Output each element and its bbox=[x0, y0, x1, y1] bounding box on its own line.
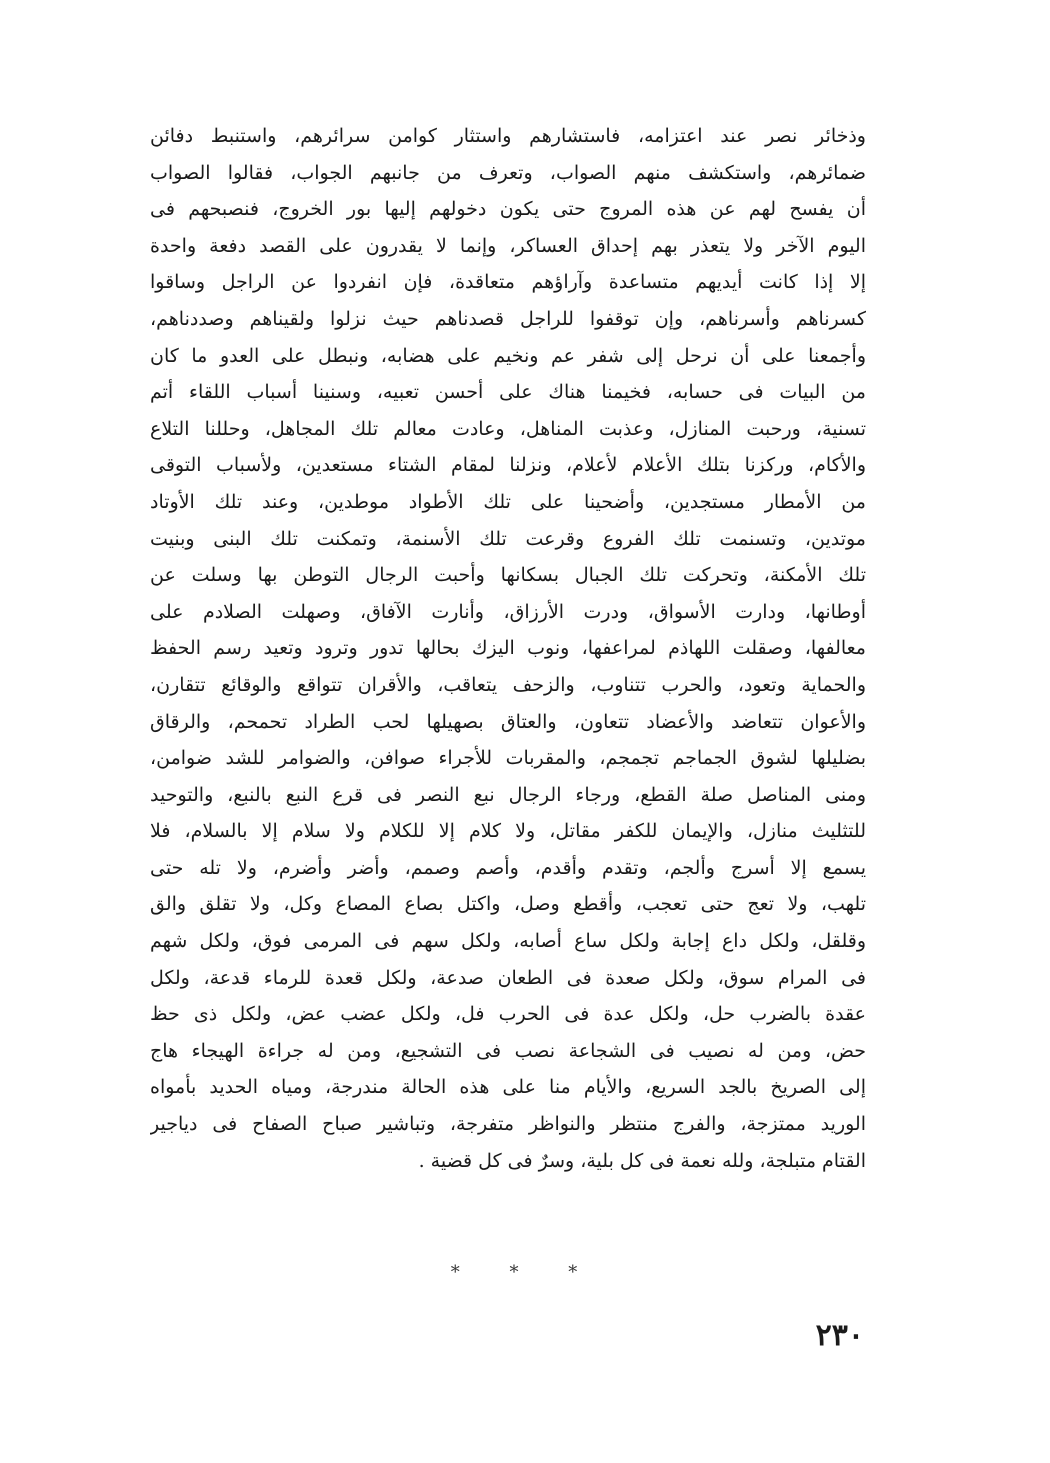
text-line: والأعوان تتعاضد والأعضاد تتعاون، والعتاق بصهيلها لحب الطراد تحمحم، والرقاق bbox=[150, 710, 866, 733]
text-line: يسمع إلا أسرج وألجم، وتقدم وأقدم، وأصم وصمم، وأضر وأضرم، ولا تله حتى bbox=[150, 856, 866, 879]
text-line: ضمائرهم، واستكشف منهم الصواب، وتعرف من جانبهم الجواب، فقالوا الصواب bbox=[150, 161, 866, 184]
body-text bbox=[150, 118, 866, 1179]
section-separator: * * * bbox=[450, 1262, 600, 1283]
text-line: والأكام، وركزنا بتلك الأعلام لأعلام، ونزلنا لمقام الشتاء مستعدين، ولأسباب التوقى bbox=[150, 454, 866, 477]
page-number: ٢٣٠ bbox=[815, 1318, 864, 1353]
text-line: فى المرام سوق، ولكل صعدة فى الطعان صدعة، ولكل قعدة للرماء قدعة، ولكل bbox=[150, 966, 866, 989]
text-line: وأجمعنا على أن نرحل إلى شفر عم ونخيم على هضابه، ونبطل على العدو ما كان bbox=[150, 344, 866, 367]
text-line: تلهب، ولا تعج حتى تعجب، وأقطع وصل، واكتل بصاع المصاع وكل، ولا تقلق والق bbox=[150, 893, 866, 916]
text-line: من الأمطار مستجدين، وأضحينا على تلك الأطواد موطدين، وعند تلك الأوتاد bbox=[150, 490, 866, 513]
text-line: موتدين، وتسنمت تلك الفروع وقرعت تلك الأسنمة، وتمكنت تلك البنى وبنيت bbox=[150, 527, 866, 550]
text-line: ومنى المناصل صلة القطع، ورجاء الرجال نبع النصر فى قرع النبع بالنبع، والتوحيد bbox=[150, 783, 866, 806]
text-line: للتثليث منازل، والإيمان للكفر مقاتل، ولا كلام إلا للكلام ولا سلام إلا بالسلام، فلا bbox=[150, 820, 866, 843]
text-line: بضليلها لشوق الجماجم تجمجم، والمقربات للأجراء صوافن، والضوامر للشد ضوامن، bbox=[150, 747, 866, 770]
text-line: والحماية وتعود، والحرب تتناوب، والزحف يتعاقب، والأقران تتواقع والوقائع تتقارن، bbox=[150, 673, 866, 696]
text-line: إلى الصريخ بالجد السريع، والأيام منا على هذه الحالة مندرجة، ومياه الحديد بأمواه bbox=[150, 1076, 866, 1099]
text-line: اليوم الآخر ولا يتعذر بهم إحداق العساكر، وإنما لا يقدرون على القصد دفعة واحدة bbox=[150, 234, 866, 257]
text-line: أن يفسح لهم عن هذه المروج حتى يكون دخولهم إليها بور الخروج، فنصبحهم فى bbox=[150, 198, 866, 221]
text-line: إلا إذا كانت أيديهم متساعدة وآراؤهم متعاقدة، فإن انفردوا عن الراجل وساقوا bbox=[150, 271, 866, 294]
text-line: أوطانها، ودارت الأسواق، ودرت الأرزاق، وأنارت الآفاق، وصهلت الصلادم على bbox=[150, 600, 866, 623]
text-line: القتام متبلجة، ولله نعمة فى كل بلية، وسرٌ فى كل قضية . bbox=[418, 1149, 866, 1172]
text-line: تلك الأمكنة، وتحركت تلك الجبال بسكانها وأحبت الرجال التوطن بها وسلت عن bbox=[150, 564, 866, 587]
text-line: من البيات فى حسابه، فخيمنا هناك على أحسن تعبيه، وسنينا أسباب اللقاء أتم bbox=[150, 381, 866, 404]
text-line: حض، ومن له نصيب فى الشجاعة نصب فى التشجيع، ومن له جراءة الهيجاء هاج bbox=[150, 1039, 866, 1062]
text-line: الوريد ممتزجة، والفرج منتظر والنواظر متفرجة، وتباشير صباح الصفاح فى دياجير bbox=[150, 1113, 866, 1136]
text-line: تسنية، ورحبت المنازل، وعذبت المناهل، وعادت معالم تلك المجاهل، وحللنا التلاع bbox=[150, 417, 866, 440]
text-line: عقدة بالضرب حل، ولكل عدة فى الحرب فل، ولكل عضب عض، ولكل ذى حظ bbox=[150, 1003, 866, 1026]
text-line: وقلقل، ولكل داع إجابة ولكل ساع أصابه، ولكل سهم فى المرمى فوق، ولكل شهم bbox=[150, 930, 866, 953]
text-line: كسرناهم وأسرناهم، وإن توقفوا للراجل قصدناهم حيث نزلوا ولقيناهم وصددناهم، bbox=[150, 307, 866, 330]
text-line: معالفها، وصقلت اللهاذم لمراعفها، ونوب اليزك بحالها تدور وترود وتعيد رسم الحفظ bbox=[150, 637, 866, 660]
text-line: وذخائر نصر عند اعتزامه، فاستشارهم واستثار كوامن سرائرهم، واستنبط دفائن bbox=[150, 125, 866, 147]
